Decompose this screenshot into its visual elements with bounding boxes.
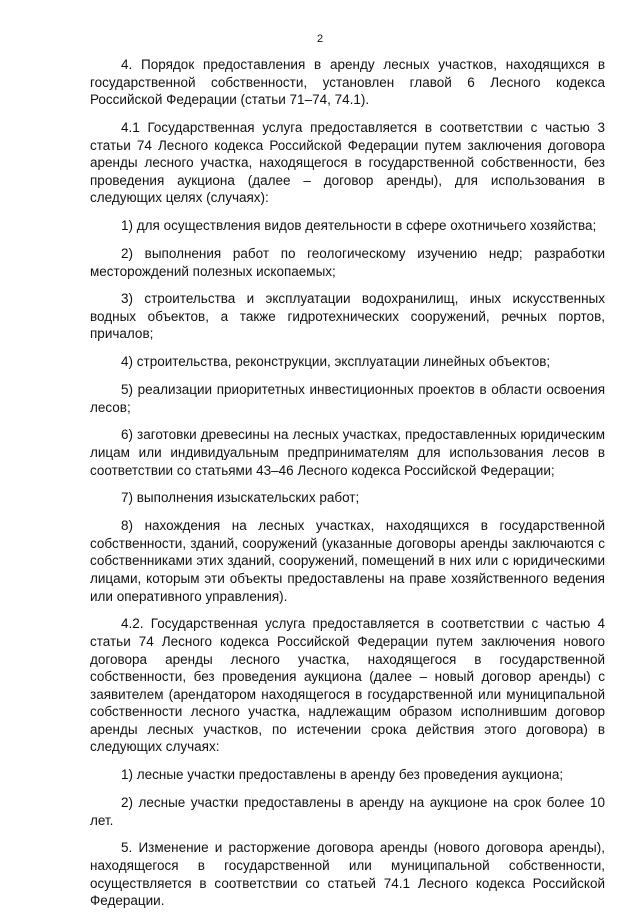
paragraph-section-4: 4. Порядок предоставления в аренду лесных участков, находящихся в государственной собственности, установлен главой 6 Лесного кодекса Российской Федерации (статьи 71–74, 74.1). [90, 57, 605, 108]
page-number: 2 [316, 33, 324, 45]
list-item-4-1-4: 4) строительства, реконструкции, эксплуатации линейных объектов; [121, 354, 551, 370]
list-item-4-1-7: 7) выполнения изыскательских работ; [121, 490, 360, 506]
paragraph-section-4-1: 4.1 Государственная услуга предоставляется в соответствии с частью 3 статьи 74 Лесного кодекса Российской Федерации путем заключения договора аренды лесного участка, находящегося в государственной собственности, без проведения аукциона (далее – договор аренды), для использования в следующих целях (случаях): [90, 119, 605, 206]
list-item-4-1-8: 8) нахождения на лесных участках, находящихся в государственной собственности, зданий, сооружений (указанные договоры аренды заключаются с собственниками этих зданий, сооружений, помещений в них или с юридическими лицами, которым эти объекты предоставлены на праве хозяйственного ведения или оперативного управления). [90, 518, 605, 604]
list-item-4-1-2: 2) выполнения работ по геологическому изучению недр; разработки месторождений полезных ископаемых; [90, 245, 605, 279]
list-item-4-2-2: 2) лесные участки предоставлены в аренду на аукционе на срок более 10 лет. [90, 795, 605, 828]
paragraph-section-5: 5. Изменение и расторжение договора аренды (нового договора аренды), находящегося в государственной или муниципальной собственности, осуществляется в соответствии со статьей 74.1 Лесного кодекса Российской Федерации. [90, 840, 605, 909]
list-item-4-2-1: 1) лесные участки предоставлены в аренду без проведения аукциона; [121, 767, 564, 783]
document-body [90, 56, 605, 920]
list-item-4-1-6: 6) заготовки древесины на лесных участках, предоставленных юридическим лицам или индивидуальным предпринимателям для использования лесов в соответствии со статьями 43–46 Лесного кодекса Российской Федерации; [90, 427, 605, 478]
paragraph-section-4-2: 4.2. Государственная услуга предоставляется в соответствии с частью 4 статьи 74 Лесного кодекса Российской Федерации путем заключения нового договора аренды лесного участка, находящегося в государственной собственности, без проведения аукциона (далее – новый договор аренды) с заявителем (арендатором находящегося в государственной или муниципальной собственности лесного участка, надлежащим образом исполнившим договор аренды лесных участков, по истечении срока действия этого договора) в следующих случаях: [90, 616, 605, 755]
list-item-4-1-5: 5) реализации приоритетных инвестиционных проектов в области освоения лесов; [90, 382, 605, 415]
list-item-4-1-1: 1) для осуществления видов деятельности в сфере охотничьего хозяйства; [121, 218, 597, 234]
list-item-4-1-3: 3) строительства и эксплуатации водохранилищ, иных искусственных водных объектов, а также гидротехнических сооружений, речных портов, причалов; [90, 291, 605, 342]
